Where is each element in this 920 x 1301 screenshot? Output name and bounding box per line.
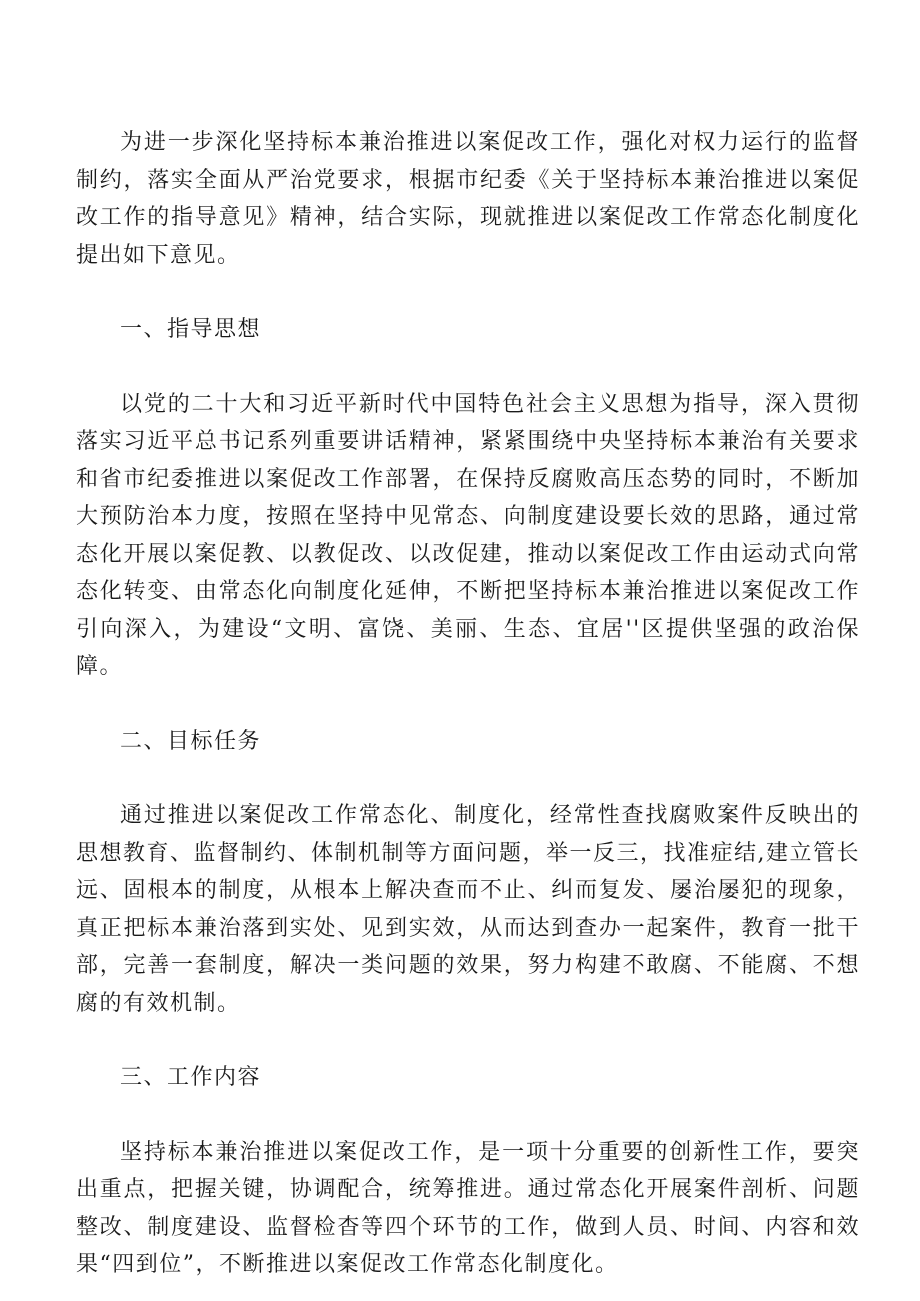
section-heading-objectives: 二、目标任务 (120, 728, 262, 754)
section-body-guiding-ideology: 以党的二十大和习近平新时代中国特色社会主义思想为指导，深入贯彻落实习近平总书记系列重要讲话精神，紧紧围绕中央坚持标本兼治有关要求和省市纪委推进以案促改工作部署，在保持反腐败高压态势的同时，不断加大预防治本力度，按照在坚持中见常态、向制度建设要长效的思路，通过常态化开展以案促教、以教促改、以改促建，推动以案促改工作由运动式向常态化转变、由常态化向制度化延伸，不断把坚持标本兼治推进以案促改工作引向深入，为建设“文明、富饶、美丽、生态、宜居''区提供坚强的政治保障。 (76, 391, 860, 679)
section-body-work-content: 坚持标本兼治推进以案促改工作，是一项十分重要的创新性工作，要突出重点，把握关键，协调配合，统筹推进。通过常态化开展案件剖析、问题整改、制度建设、监督检杳等四个环节的工作，做到人员、时间、内容和效果“四到位”，不断推进以案促改工作常态化制度化。 (76, 1139, 860, 1277)
intro-paragraph: 为进一步深化坚持标本兼治推进以案促改工作，强化对权力运行的监督制约，落实全面从严治党要求，根据市纪委《关于坚持标本兼治推进以案促改工作的指导意见》精神，结合实际，现就推进以案促改工作常态化制度化提出如下意见。 (76, 130, 860, 268)
section-heading-work-content: 三、工作内容 (120, 1065, 262, 1090)
document-body (76, 124, 860, 1284)
section-body-objectives: 通过推进以案促改工作常态化、制度化，经常性查找腐败案件反映出的思想教育、监督制约、体制机制等方面问题，举一反三，找准症结,建立管长远、固根本的制度，从根本上解决查而不止、纠而复发、屡治屡犯的现象，真正把标本兼治落到实处、见到实效，从而达到查办一起案件，教育一批干部，完善一套制度，解决一类问题的效果，努力构建不敢腐、不能腐、不想腐的有效机制。 (76, 803, 860, 1016)
section-heading-guiding-ideology: 一、指导思想 (120, 317, 262, 342)
